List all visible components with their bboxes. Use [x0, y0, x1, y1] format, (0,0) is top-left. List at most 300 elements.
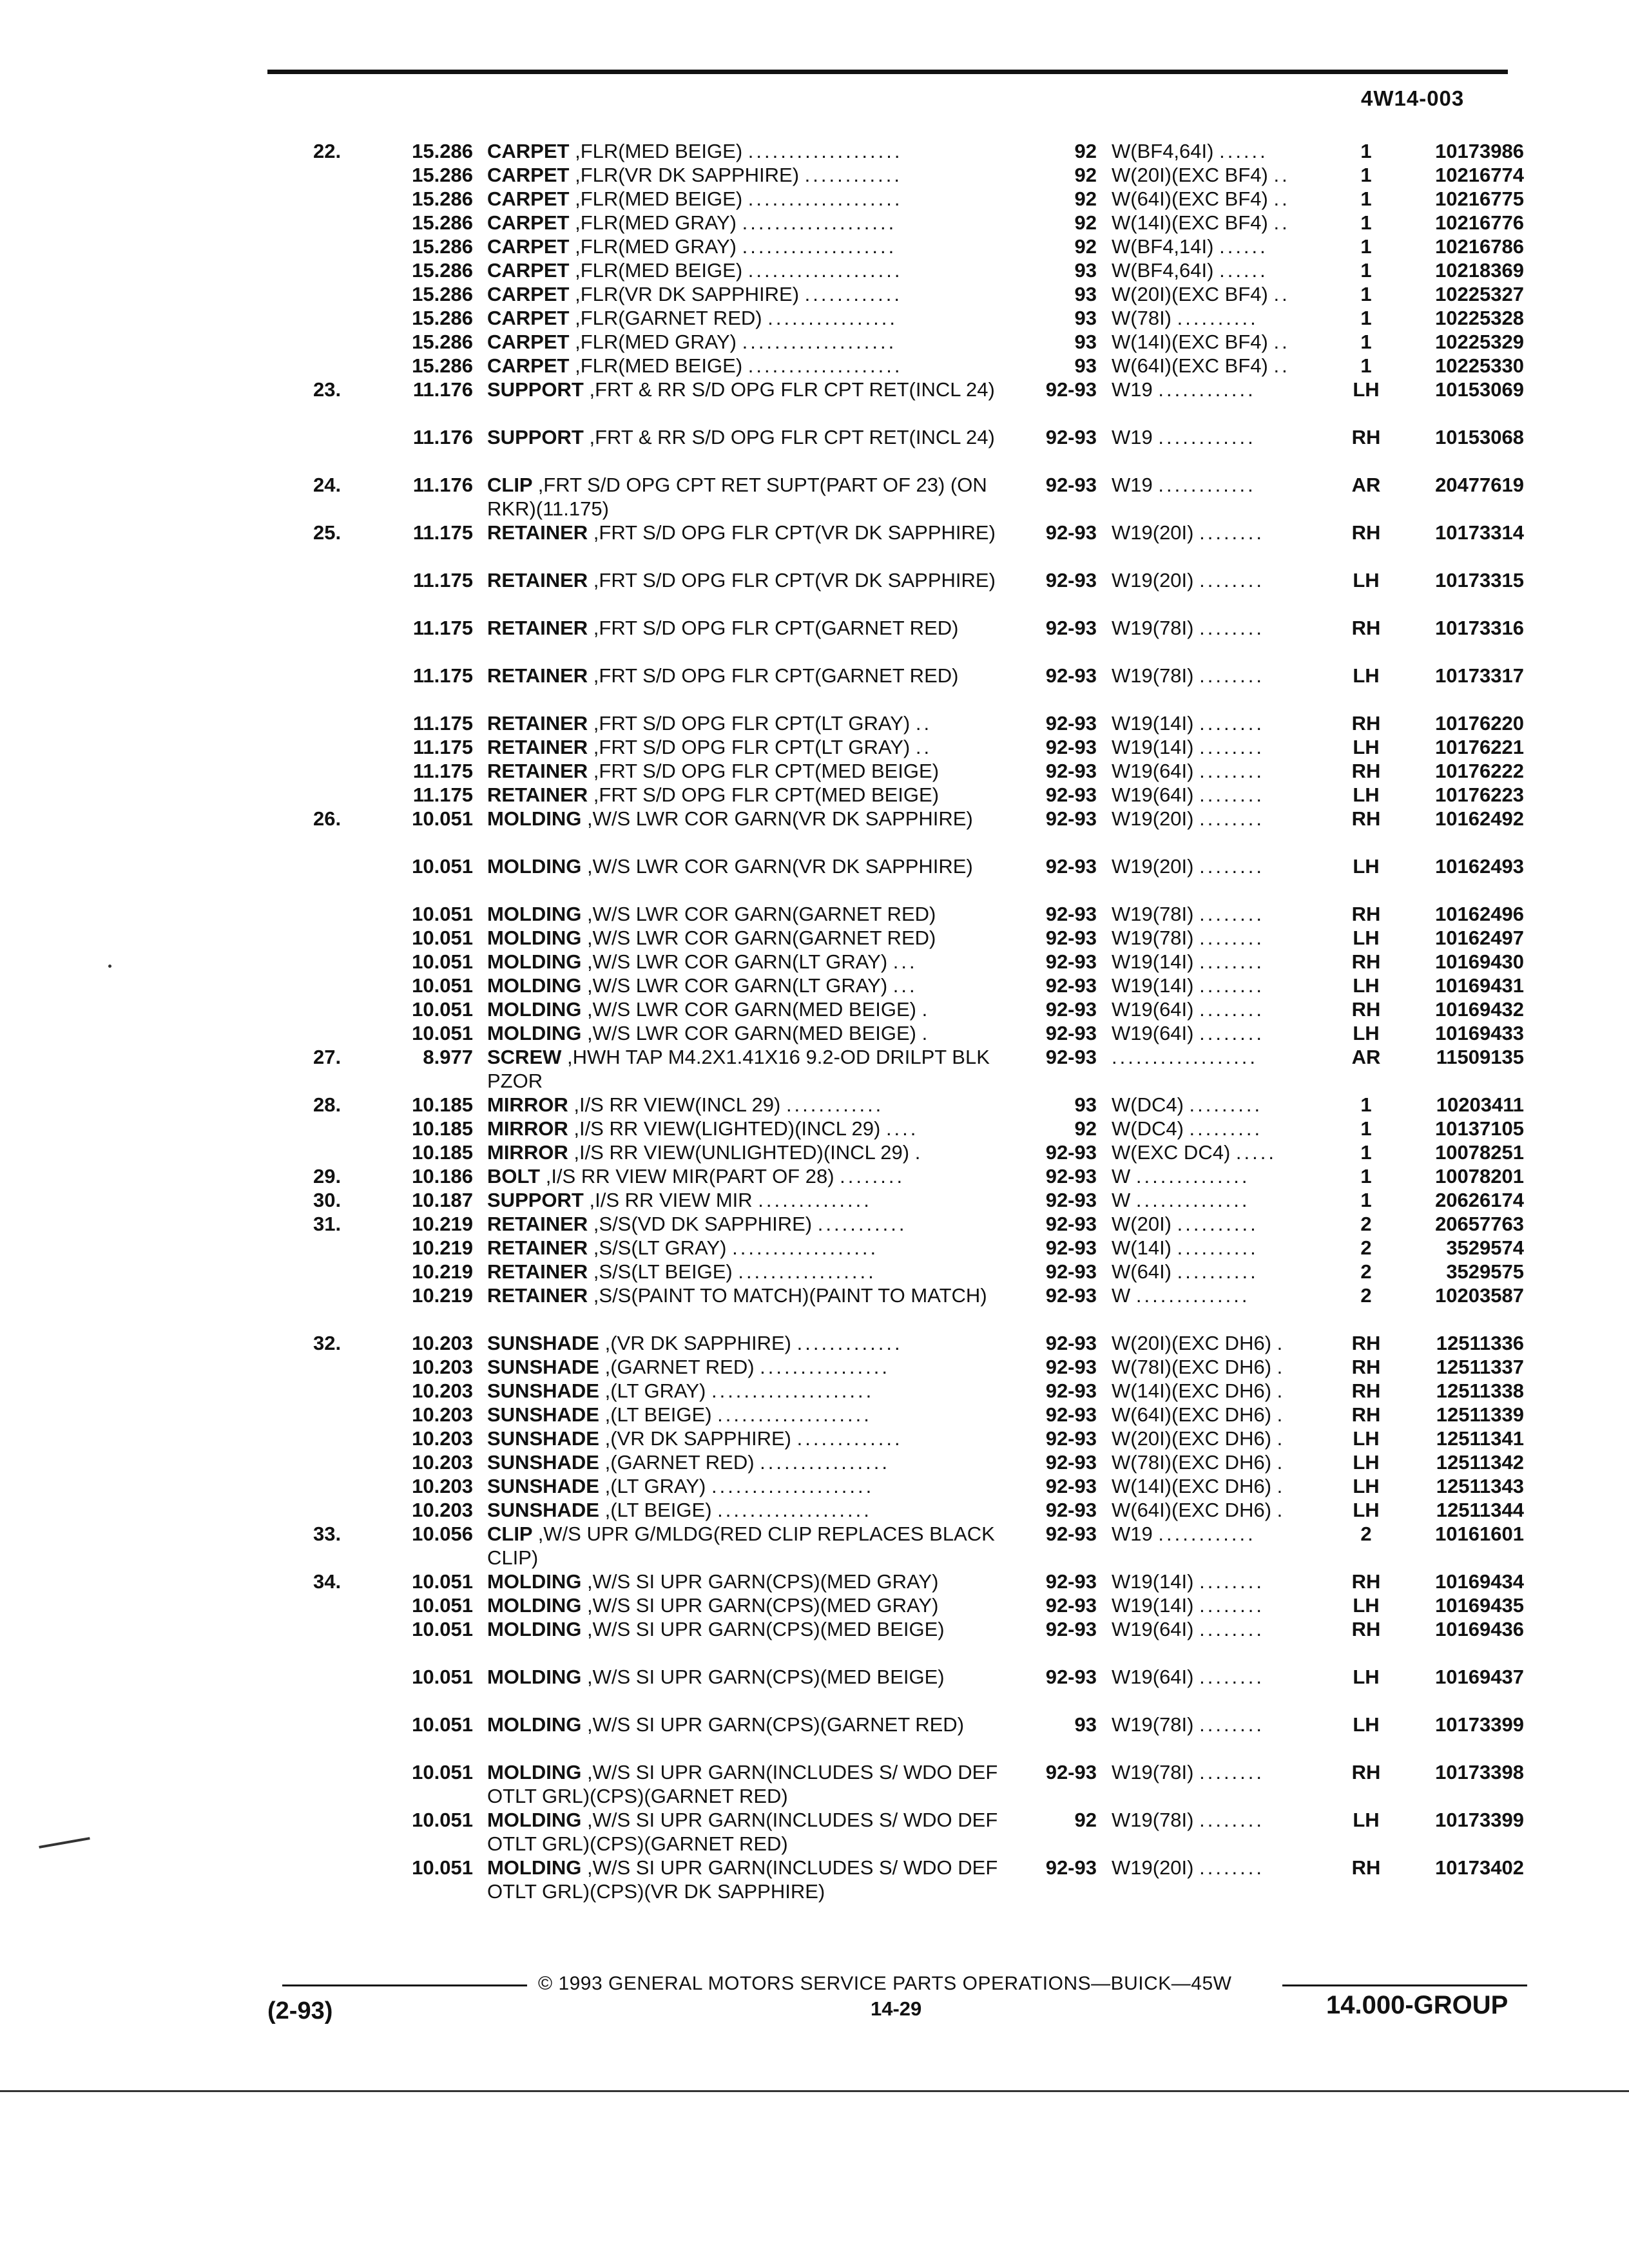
quantity: 1: [1360, 211, 1372, 234]
usage-text: W19: [1112, 426, 1153, 448]
part-detail: ,W/S SI UPR GARN(CPS)(MED BEIGE): [587, 1618, 945, 1640]
usage-code: [1112, 211, 1337, 235]
part-name: MOLDING: [487, 1022, 582, 1044]
quantity: 2: [1360, 1213, 1372, 1235]
part-row: [0, 1403, 1629, 1427]
catalog-number: 10.185: [412, 1093, 473, 1116]
part-detail: ,FRT S/D OPG FLR CPT(MED BEIGE): [593, 783, 940, 806]
quantity: LH: [1353, 1594, 1380, 1617]
part-number: 10169436: [1435, 1618, 1524, 1640]
part-row: [0, 1617, 1629, 1665]
part-detail: ,W/S UPR G/MLDG(RED CLIP REPLACES BLACK CLIP): [487, 1523, 995, 1569]
model-years: 92-93: [1045, 807, 1097, 830]
part-name: RETAINER: [487, 760, 588, 782]
part-name: SUNSHADE: [487, 1356, 599, 1378]
part-number: 10176221: [1435, 736, 1524, 758]
usage-text: W: [1112, 1189, 1131, 1211]
usage-text: W19(20I): [1112, 569, 1194, 591]
part-description: [487, 783, 1009, 807]
usage-text: W19: [1112, 1523, 1153, 1545]
part-number: 10218369: [1435, 259, 1524, 282]
usage-dots: ......: [1219, 259, 1268, 282]
usage-code: [1112, 926, 1337, 950]
catalog-number: 10.051: [412, 998, 473, 1021]
usage-text: W(64I)(EXC BF4): [1112, 354, 1268, 377]
usage-dots: ........: [1199, 807, 1265, 830]
part-detail: ,FRT S/D OPG FLR CPT(GARNET RED): [593, 664, 959, 687]
part-row: [0, 330, 1629, 354]
ref-number: 34.: [313, 1570, 342, 1593]
part-row: [0, 1164, 1629, 1188]
quantity: 1: [1360, 140, 1372, 162]
part-description: [487, 1403, 1009, 1427]
usage-text: W19(14I): [1112, 974, 1194, 997]
quantity: AR: [1351, 474, 1381, 496]
part-detail: ,(GARNET RED): [604, 1356, 755, 1378]
model-years: 92-93: [1045, 1523, 1097, 1545]
ref-number: 23.: [313, 378, 342, 401]
usage-code: [1112, 1331, 1337, 1355]
catalog-number: 10.051: [412, 1594, 473, 1617]
part-row: [0, 902, 1629, 926]
part-number: 10225330: [1435, 354, 1524, 377]
usage-text: W19(14I): [1112, 1594, 1194, 1617]
part-number: 10173402: [1435, 1856, 1524, 1879]
usage-dots: ........: [1199, 664, 1265, 687]
quantity: AR: [1351, 1046, 1381, 1068]
part-number: 12511339: [1436, 1403, 1524, 1426]
part-detail: ,I/S RR VIEW MIR: [589, 1189, 753, 1211]
model-years: 92-93: [1045, 1666, 1097, 1688]
part-name: MOLDING: [487, 1618, 582, 1640]
quantity: LH: [1353, 736, 1380, 758]
usage-code: [1112, 1045, 1337, 1069]
usage-text: W(EXC DC4): [1112, 1141, 1231, 1164]
model-years: 92-93: [1045, 1356, 1097, 1378]
usage-dots: ........: [1199, 1618, 1265, 1640]
part-row: [0, 1188, 1629, 1212]
part-number: 10162496: [1435, 903, 1524, 925]
part-row: [0, 282, 1629, 306]
usage-dots: ..............: [1135, 1165, 1250, 1187]
usage-dots: ........: [1199, 521, 1265, 544]
part-name: MOLDING: [487, 950, 582, 973]
part-name: SUNSHADE: [487, 1379, 599, 1402]
usage-code: [1112, 759, 1337, 783]
usage-dots: ........: [1199, 950, 1265, 973]
part-row: [0, 854, 1629, 902]
part-description: [487, 1140, 1009, 1164]
quantity: LH: [1353, 1499, 1380, 1521]
usage-code: [1112, 997, 1337, 1021]
usage-code: [1112, 235, 1337, 258]
part-row: [0, 1093, 1629, 1117]
part-detail: ,FRT S/D OPG FLR CPT(VR DK SAPPHIRE): [593, 569, 996, 591]
part-name: SUNSHADE: [487, 1403, 599, 1426]
usage-dots: ............: [1158, 426, 1256, 448]
part-row: [0, 1450, 1629, 1474]
part-detail: ,FLR(MED BEIGE): [575, 354, 743, 377]
part-row: [0, 1021, 1629, 1045]
leader-dots: .: [921, 1022, 930, 1044]
quantity: RH: [1351, 1761, 1381, 1783]
part-description: [487, 211, 1009, 235]
part-description: [487, 1236, 1009, 1260]
quantity: 2: [1360, 1236, 1372, 1259]
model-years: 92-93: [1045, 1499, 1097, 1521]
footer-page-number: 14-29: [871, 1997, 922, 2020]
part-name: MOLDING: [487, 1809, 582, 1831]
part-row: [0, 306, 1629, 330]
usage-text: W(20I)(EXC DH6): [1112, 1427, 1272, 1450]
model-years: 92-93: [1045, 1475, 1097, 1497]
quantity: RH: [1351, 1618, 1381, 1640]
part-number: 10161601: [1435, 1523, 1524, 1545]
catalog-number: 10.203: [412, 1499, 473, 1521]
part-name: CARPET: [487, 164, 570, 186]
part-name: CARPET: [487, 354, 570, 377]
catalog-number: 10.203: [412, 1356, 473, 1378]
part-number: 10216776: [1435, 211, 1524, 234]
part-number: 10169435: [1435, 1594, 1524, 1617]
quantity: LH: [1353, 1475, 1380, 1497]
model-years: 92-93: [1045, 736, 1097, 758]
usage-code: [1112, 1021, 1337, 1045]
part-number: 10225328: [1435, 307, 1524, 329]
usage-text: W(20I)(EXC BF4): [1112, 164, 1268, 186]
part-name: RETAINER: [487, 521, 588, 544]
part-detail: ,FLR(GARNET RED): [575, 307, 762, 329]
part-name: MOLDING: [487, 1856, 582, 1879]
leader-dots: ..............: [758, 1189, 872, 1211]
part-row: [0, 1713, 1629, 1760]
part-number: 10162493: [1435, 855, 1524, 878]
ref-number: 30.: [313, 1189, 342, 1211]
usage-dots: ........: [1199, 1594, 1265, 1617]
model-years: 93: [1074, 1093, 1097, 1116]
model-years: 92-93: [1045, 1618, 1097, 1640]
usage-code: [1112, 1474, 1337, 1498]
part-detail: ,FRT S/D OPG FLR CPT(GARNET RED): [593, 617, 959, 639]
usage-text: W(14I)(EXC DH6): [1112, 1379, 1272, 1402]
catalog-number: 10.051: [412, 927, 473, 949]
quantity: LH: [1353, 569, 1380, 591]
part-name: BOLT: [487, 1165, 541, 1187]
usage-text: W19: [1112, 378, 1153, 401]
model-years: 92-93: [1045, 1141, 1097, 1164]
part-name: RETAINER: [487, 569, 588, 591]
usage-dots: ............: [1158, 378, 1256, 401]
usage-text: W(64I)(EXC BF4): [1112, 187, 1268, 210]
part-row: [0, 1283, 1629, 1331]
part-detail: ,I/S RR VIEW MIR(PART OF 28): [545, 1165, 834, 1187]
part-detail: ,FRT S/D OPG CPT RET SUPT(PART OF 23) (ON RKR)(11.175): [487, 474, 987, 520]
usage-code: [1112, 521, 1337, 544]
part-name: RETAINER: [487, 1236, 588, 1259]
model-years: 92: [1074, 187, 1097, 210]
part-row: [0, 1236, 1629, 1260]
model-years: 93: [1074, 307, 1097, 329]
usage-dots: ........: [1199, 855, 1265, 878]
part-description: [487, 1665, 1009, 1689]
part-description: [487, 1117, 1009, 1140]
model-years: 92-93: [1045, 903, 1097, 925]
usage-dots: ..............: [1135, 1284, 1250, 1307]
usage-dots: ........: [1199, 1761, 1265, 1783]
catalog-number: 10.051: [412, 1666, 473, 1688]
part-description: [487, 163, 1009, 187]
part-detail: ,S/S(LT GRAY): [593, 1236, 727, 1259]
part-description: [487, 235, 1009, 258]
part-number: 10225329: [1435, 331, 1524, 353]
part-row: [0, 1355, 1629, 1379]
model-years: 92-93: [1045, 998, 1097, 1021]
quantity: RH: [1351, 1856, 1381, 1879]
part-row: [0, 139, 1629, 163]
quantity: RH: [1351, 1403, 1381, 1426]
part-description: [487, 139, 1009, 163]
part-description: [487, 1021, 1009, 1045]
part-row: [0, 735, 1629, 759]
part-name: RETAINER: [487, 1260, 588, 1283]
part-number: 12511341: [1436, 1427, 1524, 1450]
part-name: MOLDING: [487, 855, 582, 878]
usage-code: [1112, 306, 1337, 330]
usage-code: [1112, 473, 1337, 497]
usage-code: [1112, 1593, 1337, 1617]
usage-code: [1112, 258, 1337, 282]
usage-code: [1112, 616, 1337, 640]
model-years: 93: [1074, 1713, 1097, 1736]
usage-code: [1112, 425, 1337, 449]
part-name: SUNSHADE: [487, 1332, 599, 1354]
part-description: [487, 568, 1009, 592]
quantity: RH: [1351, 760, 1381, 782]
usage-code: [1112, 354, 1337, 378]
model-years: 92-93: [1045, 474, 1097, 496]
part-number: 10176222: [1435, 760, 1524, 782]
usage-dots: ........: [1199, 903, 1265, 925]
part-row: [0, 425, 1629, 473]
usage-code: [1112, 1188, 1337, 1212]
catalog-number: 10.056: [412, 1523, 473, 1545]
usage-text: W19(20I): [1112, 807, 1194, 830]
part-description: [487, 258, 1009, 282]
usage-dots: ........: [1199, 760, 1265, 782]
leader-dots: ............: [786, 1093, 884, 1116]
part-description: [487, 1355, 1009, 1379]
quantity: RH: [1351, 1332, 1381, 1354]
usage-text: W19(20I): [1112, 1856, 1194, 1879]
usage-code: [1112, 735, 1337, 759]
part-number: 10169434: [1435, 1570, 1524, 1593]
model-years: 92-93: [1045, 1189, 1097, 1211]
part-number: 10216786: [1435, 235, 1524, 258]
usage-text: W(BF4,64I): [1112, 259, 1214, 282]
catalog-number: 11.175: [412, 664, 473, 687]
part-row: [0, 1665, 1629, 1713]
leader-dots: .................: [738, 1260, 876, 1283]
part-detail: ,W/S LWR COR GARN(MED BEIGE): [587, 1022, 916, 1044]
part-description: [487, 1713, 1009, 1736]
part-description: [487, 1427, 1009, 1450]
usage-dots: ........: [1199, 974, 1265, 997]
part-description: [487, 1617, 1009, 1641]
model-years: 92-93: [1045, 1165, 1097, 1187]
quantity: LH: [1353, 1427, 1380, 1450]
usage-code: [1112, 807, 1337, 831]
usage-code: [1112, 950, 1337, 974]
part-description: [487, 1808, 1009, 1856]
part-description: [487, 1188, 1009, 1212]
part-description: [487, 950, 1009, 974]
part-detail: ,FLR(MED GRAY): [575, 235, 737, 258]
usage-dots: .: [1277, 1451, 1286, 1474]
model-years: 92-93: [1045, 855, 1097, 878]
ref-number: 24.: [313, 474, 342, 496]
part-row: [0, 235, 1629, 258]
usage-code: [1112, 1665, 1337, 1689]
model-years: 92-93: [1045, 1284, 1097, 1307]
part-description: [487, 1474, 1009, 1498]
usage-code: [1112, 1355, 1337, 1379]
footer-date: (2-93): [267, 1997, 333, 2024]
part-number: 12511342: [1436, 1451, 1524, 1474]
catalog-number: 11.175: [412, 569, 473, 591]
ref-number: 31.: [313, 1213, 342, 1235]
part-description: [487, 711, 1009, 735]
part-number: 10173316: [1435, 617, 1524, 639]
usage-text: W(20I)(EXC BF4): [1112, 283, 1268, 305]
usage-code: [1112, 1117, 1337, 1140]
quantity: 1: [1360, 307, 1372, 329]
catalog-number: 10.203: [412, 1451, 473, 1474]
quantity: RH: [1351, 1356, 1381, 1378]
usage-code: [1112, 1427, 1337, 1450]
catalog-number: 10.051: [412, 855, 473, 878]
part-detail: ,FRT S/D OPG FLR CPT(VR DK SAPPHIRE): [593, 521, 996, 544]
usage-code: [1112, 974, 1337, 997]
part-description: [487, 1283, 1009, 1307]
quantity: RH: [1351, 521, 1381, 544]
usage-dots: ..: [1273, 164, 1290, 186]
part-name: MOLDING: [487, 1594, 582, 1617]
part-number: 10153069: [1435, 378, 1524, 401]
leader-dots: ...................: [742, 235, 897, 258]
part-detail: ,(VR DK SAPPHIRE): [604, 1332, 791, 1354]
part-name: MOLDING: [487, 1666, 582, 1688]
part-description: [487, 473, 1009, 521]
usage-dots: ..........: [1177, 1213, 1258, 1235]
model-years: 92-93: [1045, 1260, 1097, 1283]
usage-code: [1112, 902, 1337, 926]
usage-text: W(14I)(EXC DH6): [1112, 1475, 1272, 1497]
catalog-number: 10.187: [412, 1189, 473, 1211]
model-years: 92: [1074, 1117, 1097, 1140]
part-detail: ,W/S SI UPR GARN(INCLUDES S/ WDO DEF OTLT GRL)(CPS)(VR DK SAPPHIRE): [487, 1856, 998, 1903]
part-number: 10169432: [1435, 998, 1524, 1021]
quantity: 1: [1360, 235, 1372, 258]
model-years: 92-93: [1045, 1332, 1097, 1354]
ref-number: 27.: [313, 1046, 342, 1068]
model-years: 92-93: [1045, 712, 1097, 735]
usage-text: W(14I)(EXC BF4): [1112, 211, 1268, 234]
usage-dots: ........: [1199, 1022, 1265, 1044]
usage-text: W19(64I): [1112, 998, 1194, 1021]
part-row: [0, 1760, 1629, 1808]
part-name: MIRROR: [487, 1093, 568, 1116]
part-description: [487, 854, 1009, 878]
quantity: LH: [1353, 664, 1380, 687]
part-number: 20477619: [1435, 474, 1524, 496]
usage-code: [1112, 1093, 1337, 1117]
parts-list: [0, 139, 1629, 1903]
model-years: 92-93: [1045, 664, 1097, 687]
leader-dots: .: [914, 1141, 923, 1164]
catalog-number: 15.286: [412, 235, 473, 258]
part-row: [0, 1045, 1629, 1093]
usage-dots: ............: [1158, 474, 1256, 496]
catalog-number: 11.175: [412, 736, 473, 758]
usage-text: W(64I): [1112, 1260, 1171, 1283]
part-number: 10169430: [1435, 950, 1524, 973]
part-number: 20657763: [1435, 1213, 1524, 1235]
usage-text: W(DC4): [1112, 1117, 1184, 1140]
leader-dots: ...........: [817, 1213, 907, 1235]
catalog-number: 11.176: [412, 378, 473, 401]
part-detail: ,W/S SI UPR GARN(INCLUDES S/ WDO DEF OTLT GRL)(CPS)(GARNET RED): [487, 1809, 998, 1855]
part-name: SUPPORT: [487, 378, 584, 401]
part-name: SUNSHADE: [487, 1427, 599, 1450]
part-description: [487, 997, 1009, 1021]
quantity: LH: [1353, 1451, 1380, 1474]
part-number: 10153068: [1435, 426, 1524, 448]
part-description: [487, 759, 1009, 783]
scan-speck: [108, 965, 111, 968]
part-number: 10176223: [1435, 783, 1524, 806]
usage-dots: ..................: [1112, 1046, 1258, 1068]
part-name: RETAINER: [487, 664, 588, 687]
model-years: 92-93: [1045, 569, 1097, 591]
usage-text: W19(64I): [1112, 783, 1194, 806]
part-detail: ,S/S(VD DK SAPPHIRE): [593, 1213, 813, 1235]
catalog-number: 10.051: [412, 1713, 473, 1736]
leader-dots: ...................: [747, 140, 903, 162]
part-row: [0, 950, 1629, 974]
part-detail: ,W/S SI UPR GARN(CPS)(MED GRAY): [587, 1594, 939, 1617]
quantity: 1: [1360, 1189, 1372, 1211]
leader-dots: ..................: [732, 1236, 879, 1259]
part-description: [487, 1570, 1009, 1593]
part-number: 10169437: [1435, 1666, 1524, 1688]
usage-code: [1112, 1522, 1337, 1546]
model-years: 92-93: [1045, 617, 1097, 639]
catalog-number: 10.185: [412, 1117, 473, 1140]
usage-code: [1112, 139, 1337, 163]
usage-text: W(20I)(EXC DH6): [1112, 1332, 1272, 1354]
usage-dots: ............: [1158, 1523, 1256, 1545]
part-name: SUPPORT: [487, 426, 584, 448]
part-row: [0, 711, 1629, 735]
usage-code: [1112, 1450, 1337, 1474]
usage-text: W(BF4,64I): [1112, 140, 1214, 162]
part-row: [0, 926, 1629, 950]
part-detail: ,FLR(MED BEIGE): [575, 187, 743, 210]
part-description: [487, 282, 1009, 306]
part-detail: ,I/S RR VIEW(LIGHTED)(INCL 29): [574, 1117, 881, 1140]
model-years: 92-93: [1045, 1022, 1097, 1044]
footer-copyright: © 1993 GENERAL MOTORS SERVICE PARTS OPERATIONS—BUICK—45W: [538, 1973, 1232, 1994]
